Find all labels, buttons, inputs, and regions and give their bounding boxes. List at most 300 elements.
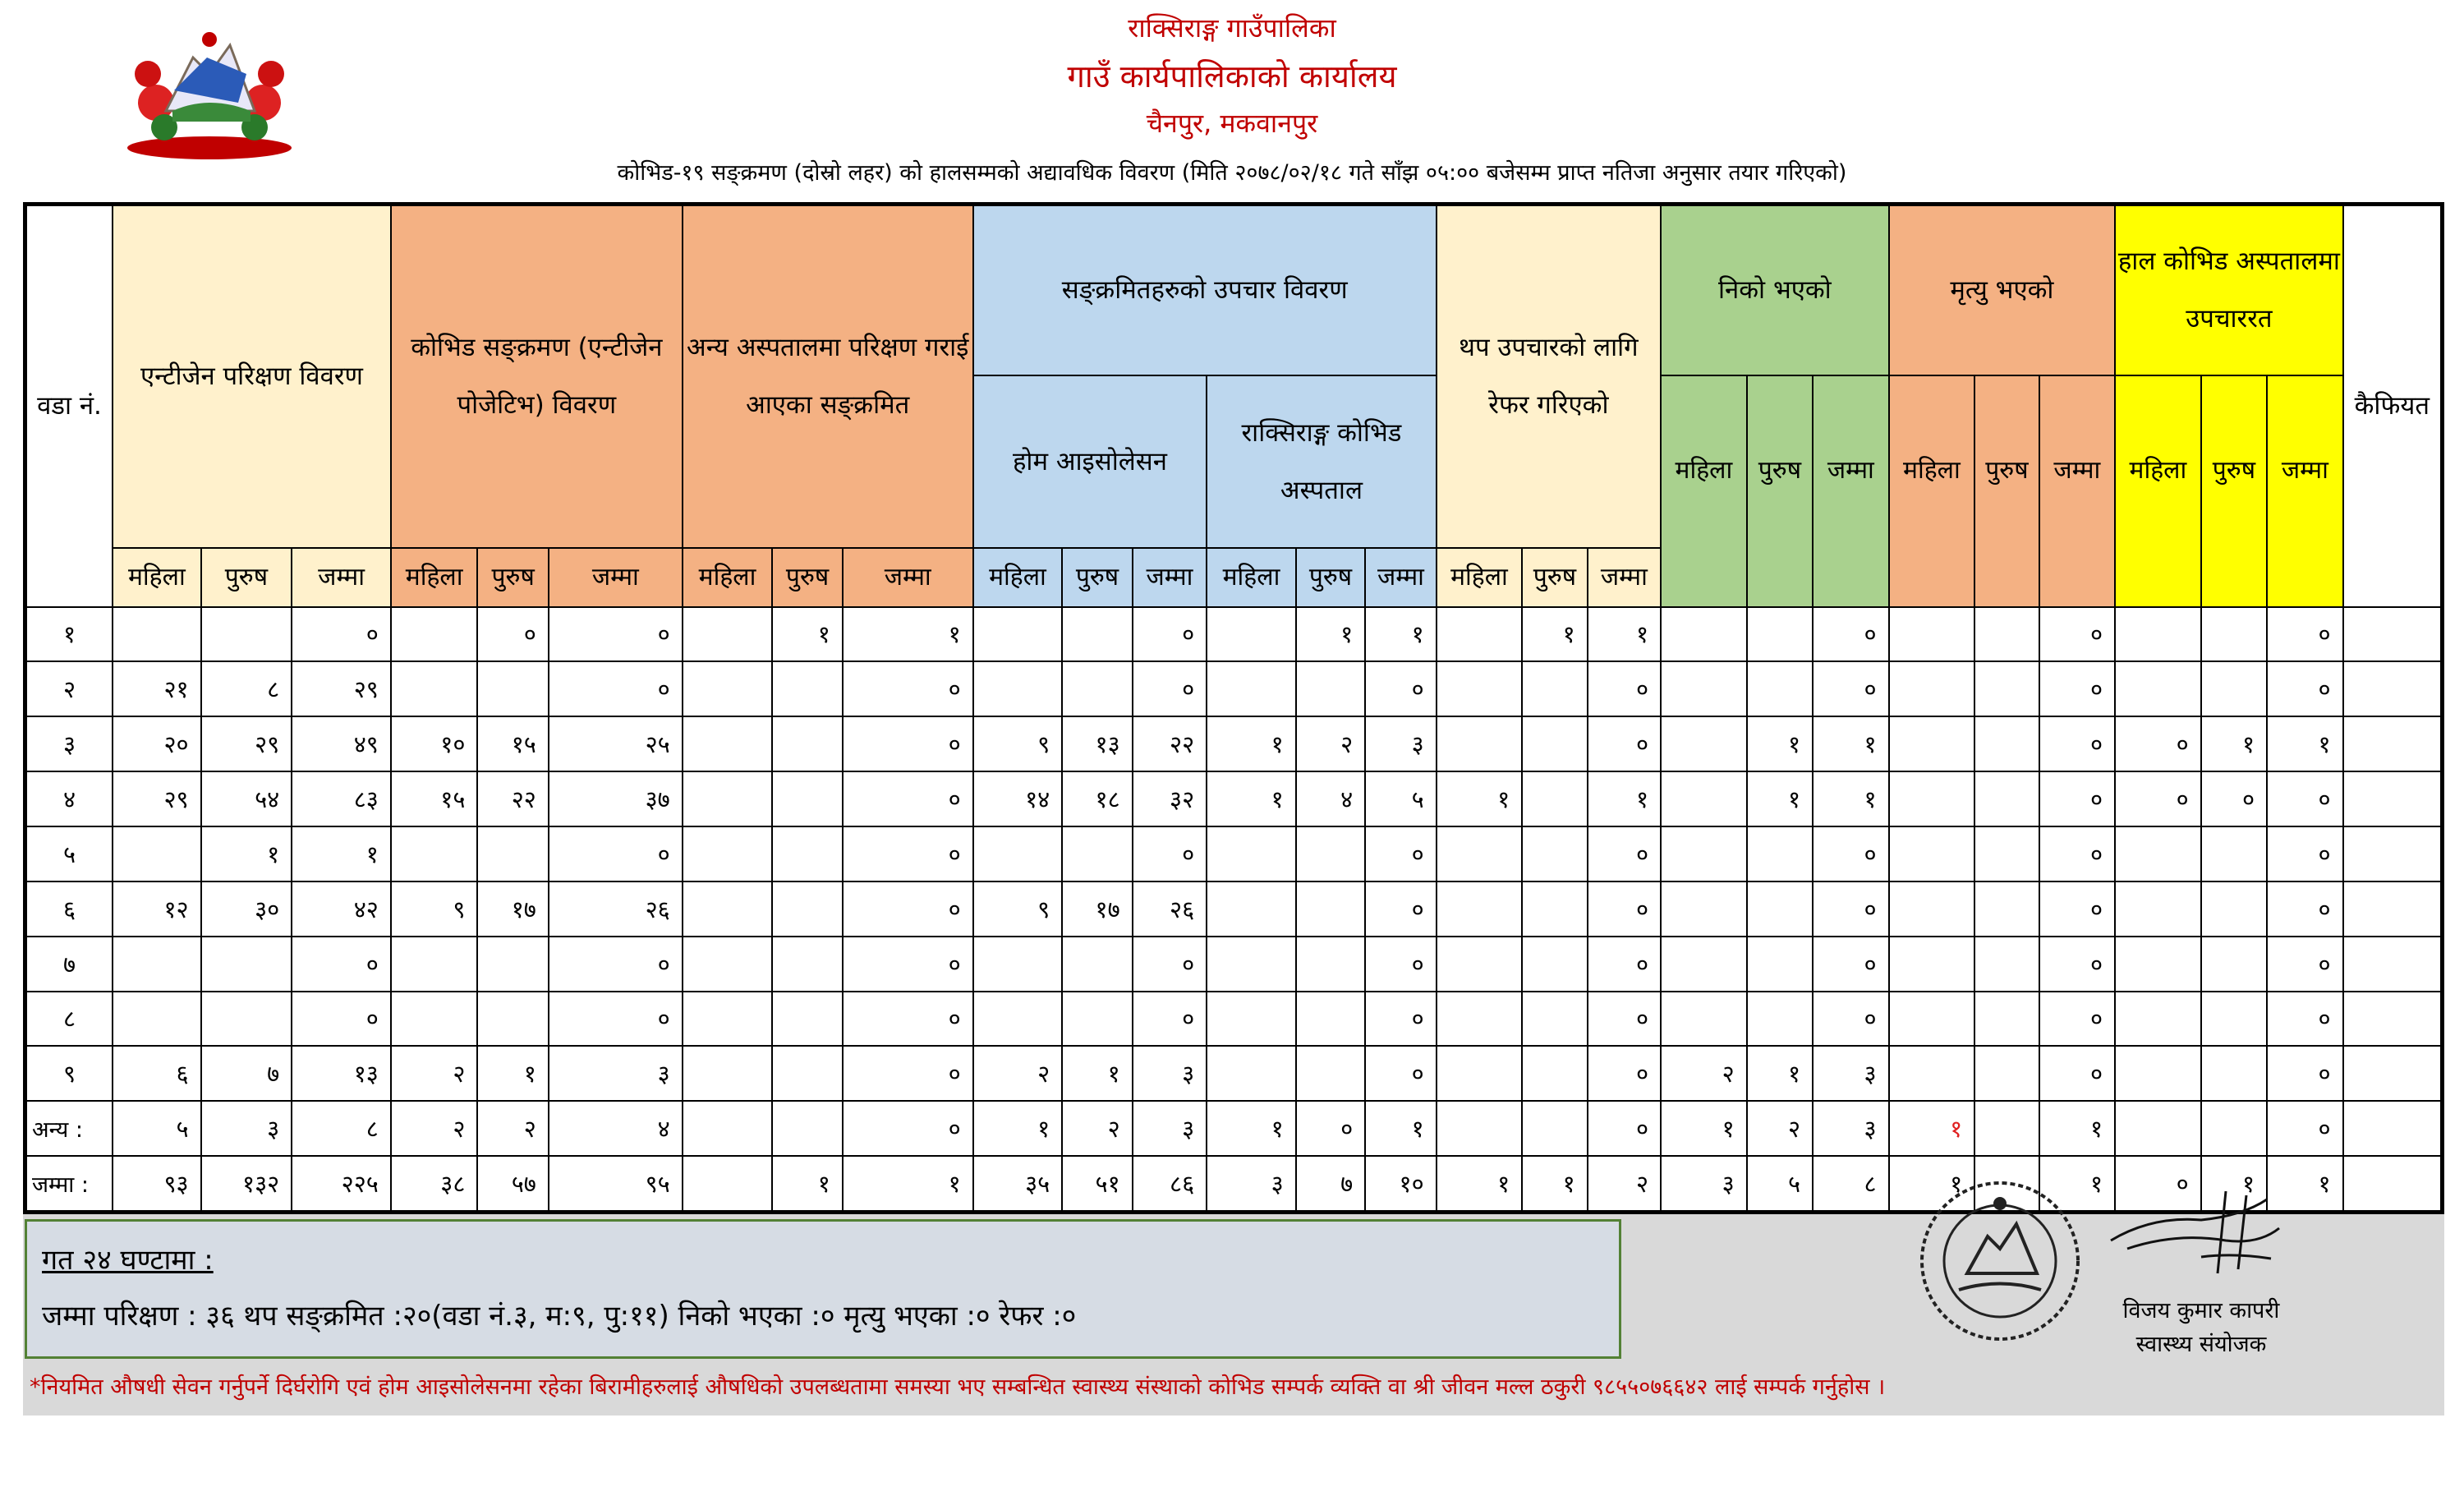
table-cell: २९ [113, 771, 201, 826]
table-cell [1747, 661, 1813, 716]
ward-cell: ६ [25, 881, 113, 937]
table-cell: ५ [113, 1101, 201, 1156]
current-total: जम्मा [2267, 375, 2343, 607]
home-total: जम्मा [1133, 548, 1207, 607]
table-cell: ० [2039, 937, 2116, 992]
table-row [25, 771, 2443, 826]
table-cell: ० [549, 607, 683, 662]
table-cell: ० [2267, 771, 2343, 826]
table-cell: १ [2201, 716, 2267, 771]
table-cell [683, 937, 773, 992]
table-cell [1207, 607, 1296, 662]
ward-cell: ८ [25, 992, 113, 1047]
table-cell [477, 826, 548, 881]
table-cell: १७ [1062, 881, 1132, 937]
recovered-header: निको भएको [1661, 205, 1889, 375]
table-cell [973, 826, 1063, 881]
table-cell: २२५ [292, 1156, 391, 1212]
table-cell: १ [1207, 1101, 1296, 1156]
table-cell [1296, 937, 1365, 992]
table-cell [1661, 607, 1747, 662]
table-cell [772, 1046, 842, 1101]
table-cell [1889, 881, 1975, 937]
table-cell [1747, 881, 1813, 937]
table-cell [1974, 937, 2039, 992]
table-cell [772, 716, 842, 771]
office-name: गाउँ कार्यपालिकाको कार्यालय [1067, 58, 1397, 94]
table-cell: ० [843, 937, 973, 992]
table-cell: ८६ [1133, 1156, 1207, 1212]
table-cell: ३ [549, 1046, 683, 1101]
table-cell [2201, 992, 2267, 1047]
summary-title: गत २४ घण्टामा : [42, 1244, 214, 1277]
table-cell: २ [973, 1046, 1063, 1101]
table-cell: ० [2039, 881, 2116, 937]
table-cell: ० [1588, 1046, 1661, 1101]
table-cell: १३२ [201, 1156, 292, 1212]
ward-cell: ९ [25, 1046, 113, 1101]
table-cell: १२ [113, 881, 201, 937]
table-cell: १ [2039, 1156, 2116, 1212]
table-cell: ९ [973, 716, 1063, 771]
table-cell: ० [2039, 661, 2116, 716]
table-cell: २९ [292, 661, 391, 716]
table-cell: ० [549, 992, 683, 1047]
table-cell: ३७ [549, 771, 683, 826]
table-cell: १ [2267, 1156, 2343, 1212]
table-cell: १ [2267, 716, 2343, 771]
table-cell [1974, 826, 2039, 881]
hospital-total: जम्मा [1365, 548, 1436, 607]
table-cell: ० [1365, 826, 1436, 881]
table-cell: ० [1296, 1101, 1365, 1156]
table-cell: ९५ [549, 1156, 683, 1212]
table-cell: ० [1133, 826, 1207, 881]
table-cell [1207, 992, 1296, 1047]
table-cell: ० [2267, 937, 2343, 992]
current-male: पुरुष [2201, 375, 2267, 607]
table-cell: १ [1747, 716, 1813, 771]
table-cell: ० [1813, 881, 1889, 937]
table-cell: ३ [1813, 1101, 1889, 1156]
table-cell [1522, 716, 1587, 771]
table-cell: १ [843, 607, 973, 662]
table-cell: ० [2201, 771, 2267, 826]
table-cell [683, 716, 773, 771]
table-cell: ० [2267, 1101, 2343, 1156]
current-hospital-header: हाल कोभिड अस्पतालमा उपचाररत [2115, 205, 2343, 375]
home-male: पुरुष [1062, 548, 1132, 607]
table-cell [1062, 661, 1132, 716]
office-stamp-icon [1910, 1167, 2090, 1356]
table-cell: १७ [477, 881, 548, 937]
table-cell [973, 937, 1063, 992]
table-cell [1522, 661, 1587, 716]
table-cell [2201, 881, 2267, 937]
signer-title: स्वास्थ्य संयोजक [2135, 1332, 2267, 1357]
table-cell: १३ [1062, 716, 1132, 771]
table-cell [683, 881, 773, 937]
table-cell [2343, 881, 2443, 937]
table-cell: १४ [973, 771, 1063, 826]
table-cell: ८ [292, 1101, 391, 1156]
table-cell [2201, 661, 2267, 716]
table-cell [1974, 716, 2039, 771]
table-row [25, 716, 2443, 771]
table-cell [2343, 992, 2443, 1047]
deaths-total: जम्मा [2039, 375, 2116, 607]
table-cell: १ [1813, 771, 1889, 826]
table-cell [973, 661, 1063, 716]
table-cell: ० [2115, 1156, 2201, 1212]
table-cell [1062, 826, 1132, 881]
table-cell [1747, 607, 1813, 662]
ward-cell: ७ [25, 937, 113, 992]
table-cell: ३ [1133, 1046, 1207, 1101]
table-cell: ० [1588, 937, 1661, 992]
table-cell [1296, 881, 1365, 937]
table-cell [1974, 607, 2039, 662]
table-cell [1661, 937, 1747, 992]
table-cell: २२ [477, 771, 548, 826]
table-cell: ९३ [113, 1156, 201, 1212]
table-cell [1522, 937, 1587, 992]
report-title: कोभिड-१९ सङ्क्रमण (दोस्रो लहर) को हालसम्मको अद्यावधिक विवरण (मिति २०७८/०२/१८ गते साँझ ०५:०० बजेसम्म प्राप्त नतिजा अनुसार तयार गरिएको) [617, 160, 1847, 186]
table-cell: १ [1889, 1101, 1975, 1156]
table-cell: ३ [1133, 1101, 1207, 1156]
table-cell: ८३ [292, 771, 391, 826]
table-cell [2115, 826, 2201, 881]
table-cell: ० [292, 607, 391, 662]
table-cell: ० [2115, 771, 2201, 826]
table-cell: ३५ [973, 1156, 1063, 1212]
table-cell [1437, 937, 1523, 992]
table-cell [2343, 1046, 2443, 1101]
table-cell: ० [843, 881, 973, 937]
table-cell: ० [1133, 992, 1207, 1047]
table-cell: ५७ [477, 1156, 548, 1212]
table-cell: १ [973, 1101, 1063, 1156]
table-cell: ० [1588, 881, 1661, 937]
table-cell: ० [843, 661, 973, 716]
table-cell: ० [2039, 992, 2116, 1047]
table-cell [683, 826, 773, 881]
current-female: महिला [2115, 375, 2201, 607]
table-cell: १ [772, 1156, 842, 1212]
table-cell [1207, 661, 1296, 716]
table-cell [683, 1101, 773, 1156]
table-cell: २ [1588, 1156, 1661, 1212]
table-cell [1062, 992, 1132, 1047]
table-cell: ० [292, 992, 391, 1047]
table-cell [1437, 881, 1523, 937]
summary-line: जम्मा परिक्षण : ३६ थप सङ्क्रमित :२०(वडा नं.३, म:९, पु:११) निको भएका :० मृत्यु भएका :० रेफर :० [42, 1300, 1077, 1333]
table-cell [477, 661, 548, 716]
table-cell: ४९ [292, 716, 391, 771]
table-cell: ५ [1365, 771, 1436, 826]
table-row [25, 881, 2443, 937]
table-cell: ४ [1296, 771, 1365, 826]
table-cell [113, 826, 201, 881]
table-cell [2201, 1046, 2267, 1101]
antigen-test-header: एन्टीजेन परिक्षण विवरण [113, 205, 391, 548]
table-cell [2115, 992, 2201, 1047]
table-row [25, 937, 2443, 992]
table-cell: २९ [201, 716, 292, 771]
table-cell: ० [843, 826, 973, 881]
table-cell [2201, 607, 2267, 662]
table-cell: ० [2267, 661, 2343, 716]
table-cell: १ [1522, 1156, 1587, 1212]
table-cell [772, 992, 842, 1047]
table-cell: १ [1207, 716, 1296, 771]
table-cell [391, 607, 478, 662]
table-cell: २ [1296, 716, 1365, 771]
table-cell [391, 937, 478, 992]
table-cell [1661, 661, 1747, 716]
contact-notice: *नियमित औषधी सेवन गर्नुपर्ने दिर्घरोगि एवं होम आइसोलेसनमा रहेका बिरामीहरुलाई औषधिको उपलब्धतामा समस्या भए सम्बन्धित स्वास्थ्य संस्थाको कोभिड सम्पर्क व्यक्ति वा श्री जीवन मल्ल ठकुरी ९८५५०७६६४२ लाई सम्पर्क गर्नुहोस । [30, 1374, 1886, 1400]
table-cell: ० [549, 661, 683, 716]
table-cell [772, 826, 842, 881]
remarks-header: कैफियत [2343, 205, 2443, 607]
table-cell [772, 661, 842, 716]
table-cell: ० [1365, 661, 1436, 716]
table-cell [1974, 771, 2039, 826]
table-cell: ० [2267, 607, 2343, 662]
table-cell: १ [292, 826, 391, 881]
table-cell [1296, 661, 1365, 716]
table-cell: १ [1522, 607, 1587, 662]
table-cell [1207, 826, 1296, 881]
table-cell: ३ [1661, 1156, 1747, 1212]
table-cell [1437, 826, 1523, 881]
table-cell: १ [772, 607, 842, 662]
ward-cell: ३ [25, 716, 113, 771]
table-cell: २ [477, 1101, 548, 1156]
table-cell [2201, 937, 2267, 992]
table-cell: ० [2267, 881, 2343, 937]
positive-header: कोभिड सङ्क्रमण (एन्टीजेन पोजेटिभ) विवरण [391, 205, 683, 548]
hospital-female: महिला [1207, 548, 1296, 607]
table-cell: ३ [1365, 716, 1436, 771]
table-row [25, 826, 2443, 881]
table-cell [1296, 992, 1365, 1047]
table-cell [1437, 716, 1523, 771]
table-cell [1889, 826, 1975, 881]
table-cell [2201, 826, 2267, 881]
table-cell: १ [1813, 716, 1889, 771]
table-cell [391, 661, 478, 716]
table-cell: ५४ [201, 771, 292, 826]
table-cell [683, 771, 773, 826]
table-cell [1522, 881, 1587, 937]
recovered-male: पुरुष [1747, 375, 1813, 607]
table-cell [2343, 716, 2443, 771]
table-cell [1437, 607, 1523, 662]
table-cell [2115, 1046, 2201, 1101]
table-cell: ० [843, 1046, 973, 1101]
table-cell: ० [1588, 992, 1661, 1047]
table-cell: १ [1062, 1046, 1132, 1101]
table-cell [1437, 661, 1523, 716]
table-cell: ३० [201, 881, 292, 937]
table-cell: ० [2267, 826, 2343, 881]
table-cell: १ [1437, 771, 1523, 826]
table-cell [1889, 1046, 1975, 1101]
table-cell: ० [1813, 661, 1889, 716]
table-cell: ९ [391, 881, 478, 937]
table-cell: ० [843, 716, 973, 771]
table-cell [2343, 826, 2443, 881]
table-cell: १ [1747, 771, 1813, 826]
table-cell [2115, 881, 2201, 937]
table-cell: ० [2039, 826, 2116, 881]
table-cell: ० [1588, 716, 1661, 771]
referred-male: पुरुष [1522, 548, 1587, 607]
table-cell [477, 992, 548, 1047]
table-cell [1747, 992, 1813, 1047]
ward-cell: अन्य : [25, 1101, 113, 1156]
table-cell: ० [292, 937, 391, 992]
table-cell [1974, 1046, 2039, 1101]
home-isolation-header: होम आइसोलेसन [973, 375, 1207, 548]
positive-male: पुरुष [477, 548, 548, 607]
table-cell [2343, 771, 2443, 826]
table-cell: ७ [201, 1046, 292, 1101]
table-cell [683, 992, 773, 1047]
table-cell [2201, 1101, 2267, 1156]
table-cell: २६ [1133, 881, 1207, 937]
table-cell: ८ [1813, 1156, 1889, 1212]
table-cell [1889, 937, 1975, 992]
table-cell: ५ [1747, 1156, 1813, 1212]
table-cell: ० [1813, 607, 1889, 662]
table-body [25, 607, 2443, 1213]
table-cell [1522, 826, 1587, 881]
table-cell [1296, 1046, 1365, 1101]
table-cell [1661, 716, 1747, 771]
table-cell [683, 661, 773, 716]
table-cell: ४२ [292, 881, 391, 937]
home-female: महिला [973, 548, 1063, 607]
table-cell: १ [1889, 1156, 1975, 1212]
table-cell: ० [1365, 881, 1436, 937]
deaths-male: पुरुष [1974, 375, 2039, 607]
table-cell: ३२ [1133, 771, 1207, 826]
table-cell: ० [843, 1101, 973, 1156]
table-cell [2115, 937, 2201, 992]
referred-header: थप उपचारको लागि रेफर गरिएको [1437, 205, 1661, 548]
table-cell [2343, 661, 2443, 716]
table-cell [1062, 607, 1132, 662]
table-cell: ३ [1207, 1156, 1296, 1212]
table-cell: ८ [201, 661, 292, 716]
antigen-total: जम्मा [292, 548, 391, 607]
ward-header: वडा नं. [25, 205, 113, 607]
table-cell [2343, 1156, 2443, 1212]
table-cell: ० [1365, 937, 1436, 992]
table-cell [1747, 826, 1813, 881]
table-cell: ० [1365, 992, 1436, 1047]
ward-cell: ४ [25, 771, 113, 826]
table-cell: १ [1588, 771, 1661, 826]
table-cell [1661, 826, 1747, 881]
table-cell: २ [391, 1046, 478, 1101]
table-cell [1437, 1046, 1523, 1101]
table-cell [1207, 937, 1296, 992]
table-cell: ० [2039, 771, 2116, 826]
table-cell [1661, 881, 1747, 937]
table-cell: १ [1747, 1046, 1813, 1101]
table-cell: ३८ [391, 1156, 478, 1212]
table-cell [1522, 992, 1587, 1047]
table-cell [391, 826, 478, 881]
table-cell: २५ [549, 716, 683, 771]
table-cell: २२ [1133, 716, 1207, 771]
antigen-female: महिला [113, 548, 201, 607]
table-cell: २ [1661, 1046, 1747, 1101]
hospital-male: पुरुष [1296, 548, 1365, 607]
table-cell: १ [201, 826, 292, 881]
table-cell: १ [1437, 1156, 1523, 1212]
table-cell [683, 1046, 773, 1101]
table-cell: ९ [973, 881, 1063, 937]
other-hospital-header: अन्य अस्पतालमा परिक्षण गराई आएका सङ्क्रमित [683, 205, 973, 548]
table-row [25, 607, 2443, 662]
table-cell [683, 1156, 773, 1212]
table-cell [973, 992, 1063, 1047]
table-row [25, 661, 2443, 716]
table-cell: ० [549, 826, 683, 881]
table-row [25, 1046, 2443, 1101]
table-cell: १ [1296, 607, 1365, 662]
table-cell [1522, 1101, 1587, 1156]
table-cell: १ [2201, 1156, 2267, 1212]
table-cell: ० [1588, 826, 1661, 881]
table-cell [683, 607, 773, 662]
table-cell: ० [549, 937, 683, 992]
ward-cell: ५ [25, 826, 113, 881]
deaths-header: मृत्यु भएको [1889, 205, 2116, 375]
table-cell: १ [1588, 607, 1661, 662]
table-cell [1661, 771, 1747, 826]
table-cell [477, 937, 548, 992]
table-cell [1889, 661, 1975, 716]
table-cell: १ [477, 1046, 548, 1101]
table-cell [772, 1101, 842, 1156]
table-cell: १ [1207, 771, 1296, 826]
table-cell: ० [1813, 826, 1889, 881]
table-cell: १ [1365, 1101, 1436, 1156]
signature-icon [2103, 1183, 2292, 1282]
table-cell: ० [1813, 937, 1889, 992]
table-cell: २ [1062, 1101, 1132, 1156]
table-cell: ० [843, 992, 973, 1047]
table-cell: ० [1588, 1101, 1661, 1156]
positive-total: जम्मा [549, 548, 683, 607]
table-cell [1747, 937, 1813, 992]
ward-cell: जम्मा : [25, 1156, 113, 1212]
table-cell [1661, 992, 1747, 1047]
table-cell: १८ [1062, 771, 1132, 826]
table-cell: ० [1133, 937, 1207, 992]
table-cell: ५१ [1062, 1156, 1132, 1212]
recovered-total: जम्मा [1813, 375, 1889, 607]
table-cell: १० [391, 716, 478, 771]
table-cell [1522, 1046, 1587, 1101]
table-cell: २१ [113, 661, 201, 716]
table-cell [2343, 607, 2443, 662]
